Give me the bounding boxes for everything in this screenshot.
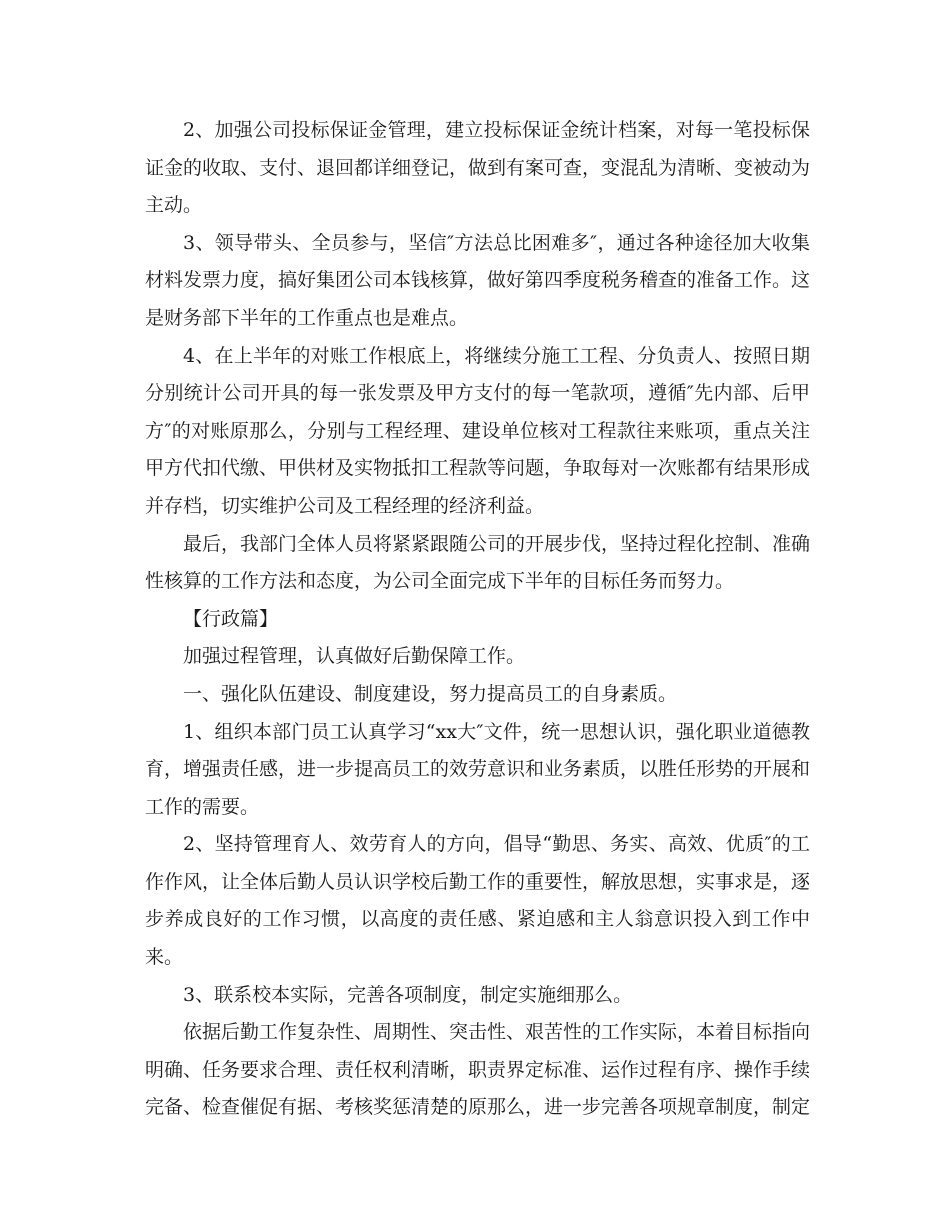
paragraph-deposit-management: 2、加强公司投标保证金管理，建立投标保证金统计档案，对每一笔投标保证金的收取、支付、退回都详细登记，做到有案可查，变混乱为清晰、变被动为主动。 (145, 119, 811, 217)
paragraph-team-building: 一、强化队伍建设、制度建设，努力提高员工的自身素质。 (183, 682, 678, 705)
paragraph-admin-summary: 加强过程管理，认真做好后勤保障工作。 (183, 645, 526, 668)
paragraph-logistics-rules: 依据后勤工作复杂性、周期性、突击性、艰苦性的工作实际，本着目标指向明确、任务要求合理、责任权利清晰，职责界定标准、运作过程有序、操作手续完备、检查催促有据、考核奖惩清楚的原那么，进一步完善各项规章制度，制定 (145, 1021, 811, 1119)
paragraph-improve-rules: 3、联系校本实际，完善各项制度，制定实施细那么。 (183, 983, 633, 1006)
paragraph-invoice-collection: 3、领导带头、全员参与，坚信″方法总比困难多″，通过各种途径加大收集材料发票力度，搞好集团公司本钱核算，做好第四季度税务稽查的准备工作。这是财务部下半年的工作重点也是难点。 (145, 231, 811, 329)
paragraph-account-reconciliation: 4、在上半年的对账工作根底上，将继续分施工工程、分负责人、按照日期分别统计公司开具的每一张发票及甲方支付的每一笔款项，遵循″先内部、后甲方″的对账原那么，分别与工程经理、建设单位核对工程款往来账项，重点关注甲方代扣代缴、甲供材及实物抵扣工程款等问题，争取每对一次账都有结果形成并存档，切实维护公司及工程经理的经济利益。 (145, 344, 811, 517)
paragraph-staff-study: 1、组织本部门员工认真学习“xx大″文件，统一思想认识，强化职业道德教育，增强责任感，进一步提高员工的效劳意识和业务素质，以胜任形势的开展和工作的需要。 (145, 720, 811, 818)
paragraph-finance-closing: 最后，我部门全体人员将紧紧跟随公司的开展步伐，坚持过程化控制、准确性核算的工作方法和态度，为公司全面完成下半年的目标任务而努力。 (145, 532, 811, 593)
section-heading-admin: 【行政篇】 (183, 607, 279, 630)
paragraph-service-direction: 2、坚持管理育人、效劳育人的方向，倡导“勤思、务实、高效、优质″的工作作风，让全体后勤人员认识学校后勤工作的重要性，解放思想，实事求是，逐步养成良好的工作习惯，以高度的责任感、紧迫感和主人翁意识投入到工作中来。 (145, 833, 811, 969)
document-body (145, 112, 810, 1127)
